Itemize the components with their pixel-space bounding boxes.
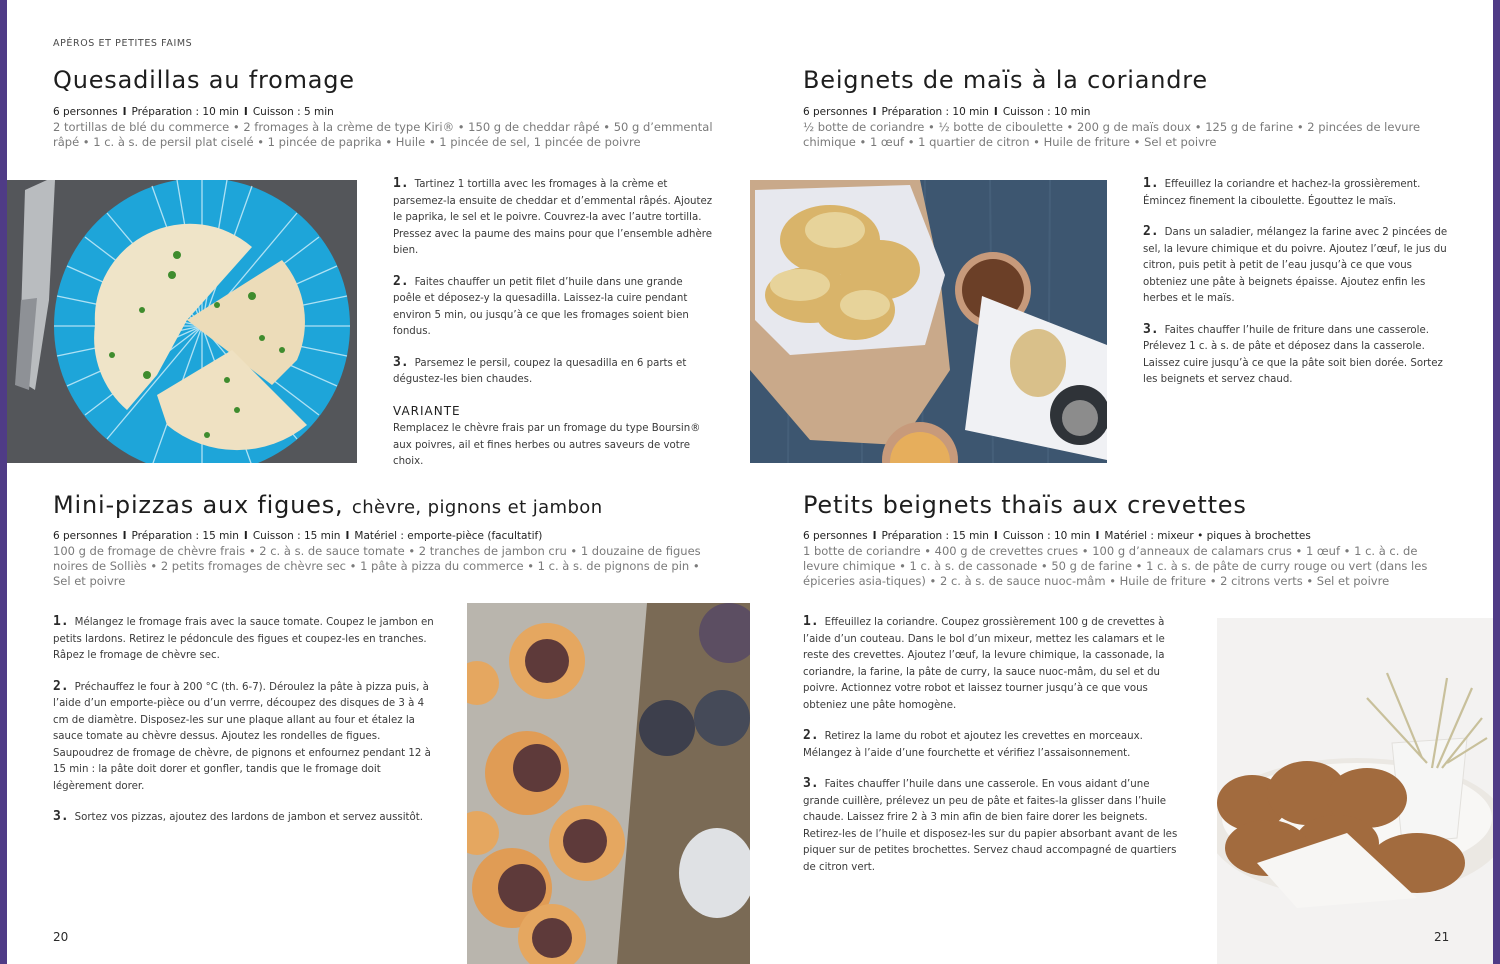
step-1 [1143,176,1448,210]
meta-equipment: Matériel : mixeur • piques à brochettes [1104,530,1311,542]
section-label: APÉROS ET PETITES FAIMS [53,38,193,49]
step-2 [1143,224,1448,308]
book-spine-right-edge [1493,0,1500,964]
page-number-right: 21 [1434,930,1450,944]
steps-beignets-mais [1143,176,1448,403]
meta-separator: I [1095,530,1100,542]
step-number: 2. [393,273,409,289]
step-text: Parsemez le persil, coupez la quesadilla en 6 parts et dégustez-les bien chaudes. [393,357,687,385]
book-spine-left-edge [0,0,7,964]
page-number-left: 20 [53,930,69,944]
step-text: Tartinez 1 tortilla avec les fromages à la crème et parsemez-la ensuite de cheddar et d’emmental râpés. Ajoutez le paprika, le sel et le poivre. Couvrez-la avec l’autre tortilla. Pressez avec la paume des mains pour que l’ensemble adhère bien. [393,179,713,256]
meta-prep-time: Préparation : 10 min [881,106,989,118]
ingredients-mini-pizzas: 100 g de fromage de chèvre frais • 2 c. à s. de sauce tomate • 2 tranches de jambon cru • 1 douzaine de figues noires de Solliès • 2 petits fromages de chèvre sec • 1 pâte à pizza du commerce • 1 c. à s. de pignons de pin • Sel et poivre [53,544,701,588]
meta-servings: 6 personnes [803,530,868,542]
photo-quesadillas [7,180,357,463]
step-1 [803,614,1188,714]
meta-equipment: Matériel : emporte-pièce (facultatif) [354,530,543,542]
meta-servings: 6 personnes [803,106,868,118]
step-3 [53,809,438,827]
step-number: 3. [53,809,69,824]
step-number: 1. [53,614,69,629]
shrimp-fritters-image [1217,618,1493,964]
meta-servings: 6 personnes [53,106,118,118]
meta-separator: I [993,106,998,118]
meta-cook-time: Cuisson : 5 min [252,106,334,118]
step-number: 2. [803,728,819,743]
recipe-title-beignets-thais [803,491,1247,519]
step-3 [393,355,713,389]
ingredients-beignets-thais: 1 botte de coriandre • 400 g de crevettes crues • 100 g d’anneaux de calamars crus • 1 œuf • 1 c. à c. de levure chimique • 1 c. à s. de cassonade • 50 g de farine • 1 c. à s. de pâte de curry rouge ou vert (dans les épiceries asia-tiques) • 2 c. à s. de sauce nuoc-mâm • Huile de friture • 2 citrons verts • Sel et poivre [803,544,1428,588]
step-number: 1. [803,614,819,629]
step-text: Dans un saladier, mélangez la farine avec 2 pincées de sel, la levure chimique et du poivre. Ajoutez l’œuf, le jus du citron, puis petit à petit de l’eau jusqu’à ce que vous obteniez une pâte à beignets épaisse. Ajoutez enfin les herbes et le maïs. [1143,227,1448,304]
step-number: 2. [53,678,69,694]
steps-beignets-thais [803,614,1188,890]
meta-prep-time: Préparation : 15 min [881,530,989,542]
step-3 [1143,322,1448,389]
step-number: 3. [803,776,819,791]
meta-separator: I [872,530,877,542]
meta-servings: 6 personnes [53,530,118,542]
meta-prep-time: Préparation : 10 min [131,106,239,118]
step-text: Mélangez le fromage frais avec la sauce tomate. Coupez le jambon en petits lardons. Retirez le pédoncule des figues et coupez-les en tranches. Râpez le fromage de chèvre sec. [53,617,434,661]
step-text: Sortez vos pizzas, ajoutez des lardons de jambon et servez aussitôt. [74,812,424,823]
step-number: 3. [393,354,409,370]
step-number: 3. [1143,321,1159,337]
step-text: Faites chauffer un petit filet d’huile dans une grande poêle et déposez-y la quesadilla. Laissez-la cuire pendant environ 5 min, ou jusqu’à ce que les fromages soient bien fondus. [393,276,689,337]
step-text: Retirez la lame du robot et ajoutez les crevettes en morceaux. Mélangez à l’aide d’une fourchette et vérifiez l’assaisonnement. [803,731,1143,759]
step-text: Effeuillez la coriandre. Coupez grossièrement 100 g de crevettes à l’aide d’un couteau. Dans le bol d’un mixeur, mettez les calamars et le reste des crevettes. Ajoutez l’œuf, la levure chimique, la cassonade, la coriandre, la farine, la pâte de curry, la sauce nuoc-mâm, du sel et du poivre. Actionnez votre robot et laissez tourner jusqu’à ce que vous obteniez une pâte homogène. [803,617,1165,711]
step-text: Faites chauffer l’huile de friture dans une casserole. Prélevez 1 c. à s. de pâte et déposez dans la casserole. Laissez cuire jusqu’à ce que la pâte soit bien dorée. Sortez les beignets et servez chaud. [1143,324,1443,385]
step-1 [53,614,438,665]
meta-separator: I [872,106,877,118]
step-number: 2. [1143,224,1159,239]
quesadilla-plate-image [7,180,357,463]
variante-text: Remplacez le chèvre frais par un fromage du type Boursin® aux poivres, ail et fines herbes ou autres saveurs de votre choix. [393,423,701,467]
meta-cook-time: Cuisson : 15 min [252,530,341,542]
recipe-title-text: Quesadillas au fromage [53,66,355,94]
step-text: Effeuillez la coriandre et hachez-la grossièrement. Émincez finement la ciboulette. Égouttez le maïs. [1143,179,1421,207]
meta-separator: I [345,530,350,542]
step-2 [393,274,713,341]
fig-pizzas-image [467,603,750,964]
steps-mini-pizzas [53,614,438,841]
recipe-meta-quesadillas [53,106,334,118]
photo-beignets-mais [750,180,1107,463]
photo-beignets-thais [1217,618,1493,964]
recipe-subtitle: chèvre, pignons et jambon [351,497,603,518]
meta-prep-time: Préparation : 15 min [131,530,239,542]
recipe-title-beignets-mais [803,66,1208,94]
step-text: Faites chauffer l’huile dans une casserole. En vous aidant d’une grande cuillère, prélevez un peu de pâte et faites-la glisser dans l’huile chaude. Laissez frire 2 à 3 min afin de bien faire dorer les beignets. Retirez-les de l’huile et disposez-les sur du papier absorbant avant de les piquer sur de petites brochettes. Servez chaud accompagné de quartiers de citron vert. [803,779,1178,873]
steps-quesadillas [393,176,713,471]
step-text: Préchauffez le four à 200 °C (th. 6-7). Déroulez la pâte à pizza puis, à l’aide d’un emporte-pièce ou d’un verrre, découpez des disques de 3 à 4 cm de diamètre. Disposez-les sur une plaque allant au four et étalez la sauce tomate au chèvre dessus. Ajoutez les rondelles de figues. Saupoudrez de fromage de chèvre, de pignons et enfournez pendant 12 à 15 min : la pâte doit dorer et gonfler, tandis que le fromage doit légèrement dorer. [53,681,431,792]
ingredients-beignets-mais: ½ botte de coriandre • ½ botte de ciboulette • 200 g de maïs doux • 125 g de farine • 2 pincées de levure chimique • 1 œuf • 1 quartier de citron • Huile de friture • Sel et poivre [803,120,1421,149]
meta-cook-time: Cuisson : 10 min [1002,530,1091,542]
recipe-meta-beignets-thais [803,530,1311,542]
recipe-title-text: Mini-pizzas aux figues, [53,491,344,519]
variante-heading: VARIANTE [393,403,461,418]
recipe-title-text: Petits beignets thaïs aux crevettes [803,491,1247,519]
step-2 [53,679,438,796]
corn-fritters-image [750,180,1107,463]
photo-mini-pizzas [467,603,750,964]
recipe-meta-beignets-mais [803,106,1090,118]
recipe-meta-mini-pizzas [53,530,542,542]
step-3 [803,776,1188,876]
step-number: 1. [1143,176,1159,191]
step-number: 1. [393,176,409,191]
ingredients-quesadillas: 2 tortillas de blé du commerce • 2 fromages à la crème de type Kiri® • 150 g de cheddar râpé • 50 g d’emmental râpé • 1 c. à s. de persil plat ciselé • 1 pincée de paprika • Huile • 1 pincée de sel, 1 pincée de poivre [53,120,713,149]
meta-cook-time: Cuisson : 10 min [1002,106,1091,118]
meta-separator: I [243,106,248,118]
meta-separator: I [243,530,248,542]
recipe-title-mini-pizzas [53,491,603,519]
meta-separator: I [122,106,127,118]
recipe-title-text: Beignets de maïs à la coriandre [803,66,1208,94]
step-1 [393,176,713,260]
meta-separator: I [122,530,127,542]
recipe-title-quesadillas [53,66,355,94]
meta-separator: I [993,530,998,542]
step-2 [803,728,1188,762]
